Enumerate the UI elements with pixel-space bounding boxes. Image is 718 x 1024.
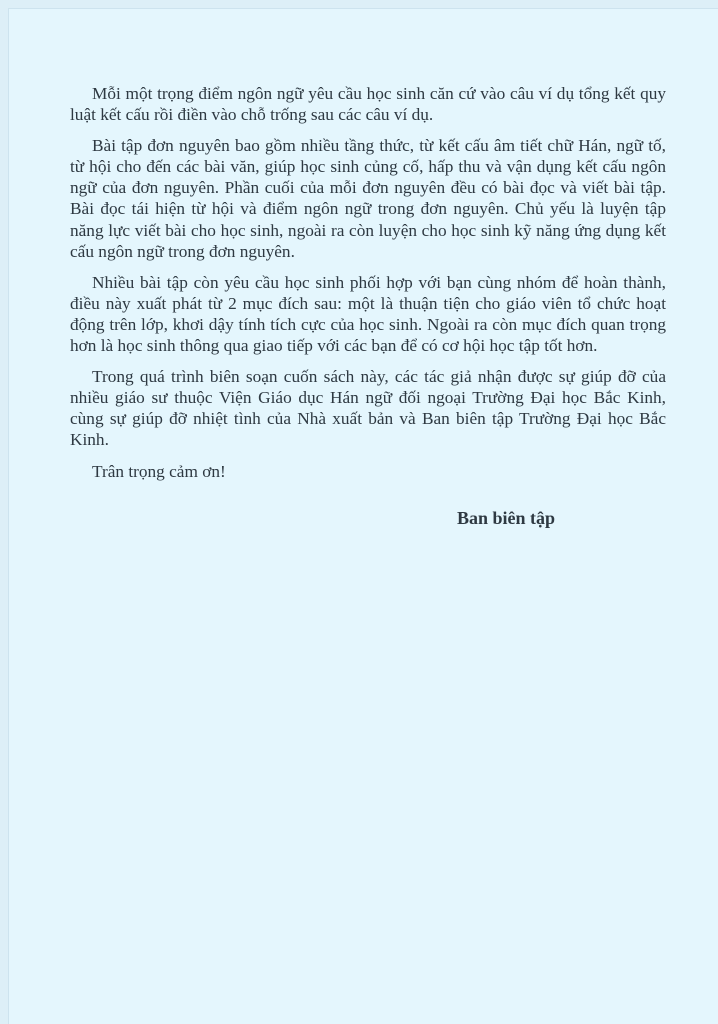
paragraph-thanks: Trân trọng cảm ơn!	[92, 461, 226, 481]
paragraph-group-work: Nhiều bài tập còn yêu cầu học sinh phối hợp với bạn cùng nhóm để hoàn thành, điều này xuất phát từ 2 mục đích sau: một là thuận tiện cho giáo viên tổ chức hoạt động trên lớp, khơi dậy tính tích cực của học sinh. Ngoài ra còn mục đích quan trọng hơn là học sinh thông qua giao tiếp với các bạn để có cơ hội học tập tốt hơn.	[70, 272, 666, 356]
paragraph-language-points: Mỗi một trọng điểm ngôn ngữ yêu cầu học sinh căn cứ vào câu ví dụ tổng kết quy luật kết cấu rồi điền vào chỗ trống sau các câu ví dụ.	[70, 84, 666, 125]
paragraph-acknowledgements: Trong quá trình biên soạn cuốn sách này, các tác giả nhận được sự giúp đỡ của nhiều giáo sư thuộc Viện Giáo dục Hán ngữ đối ngoại Trường Đại học Bắc Kinh, cùng sự giúp đỡ nhiệt tình của Nhà xuất bản và Ban biên tập Trường Đại học Bắc Kinh.	[70, 367, 666, 450]
preface-text-block	[70, 83, 666, 529]
paragraph-unit-exercises: Bài tập đơn nguyên bao gồm nhiều tầng thức, từ kết cấu âm tiết chữ Hán, ngữ tố, từ hội cho đến các bài văn, giúp học sinh củng cố, hấp thu và vận dụng kết cấu ngôn ngữ của đơn nguyên. Phần cuối của mỗi đơn nguyên đều có bài đọc và viết bài tập. Bài đọc tái hiện từ hội và điểm ngôn ngữ trong đơn nguyên. Chủ yếu là luyện tập năng lực viết bài cho học sinh, ngoài ra còn luyện cho học sinh kỹ năng ứng dụng kết cấu ngôn ngữ trong đơn nguyên.	[70, 136, 666, 261]
book-page	[8, 8, 718, 1024]
signature-editorial-board: Ban biên tập	[456, 507, 555, 528]
